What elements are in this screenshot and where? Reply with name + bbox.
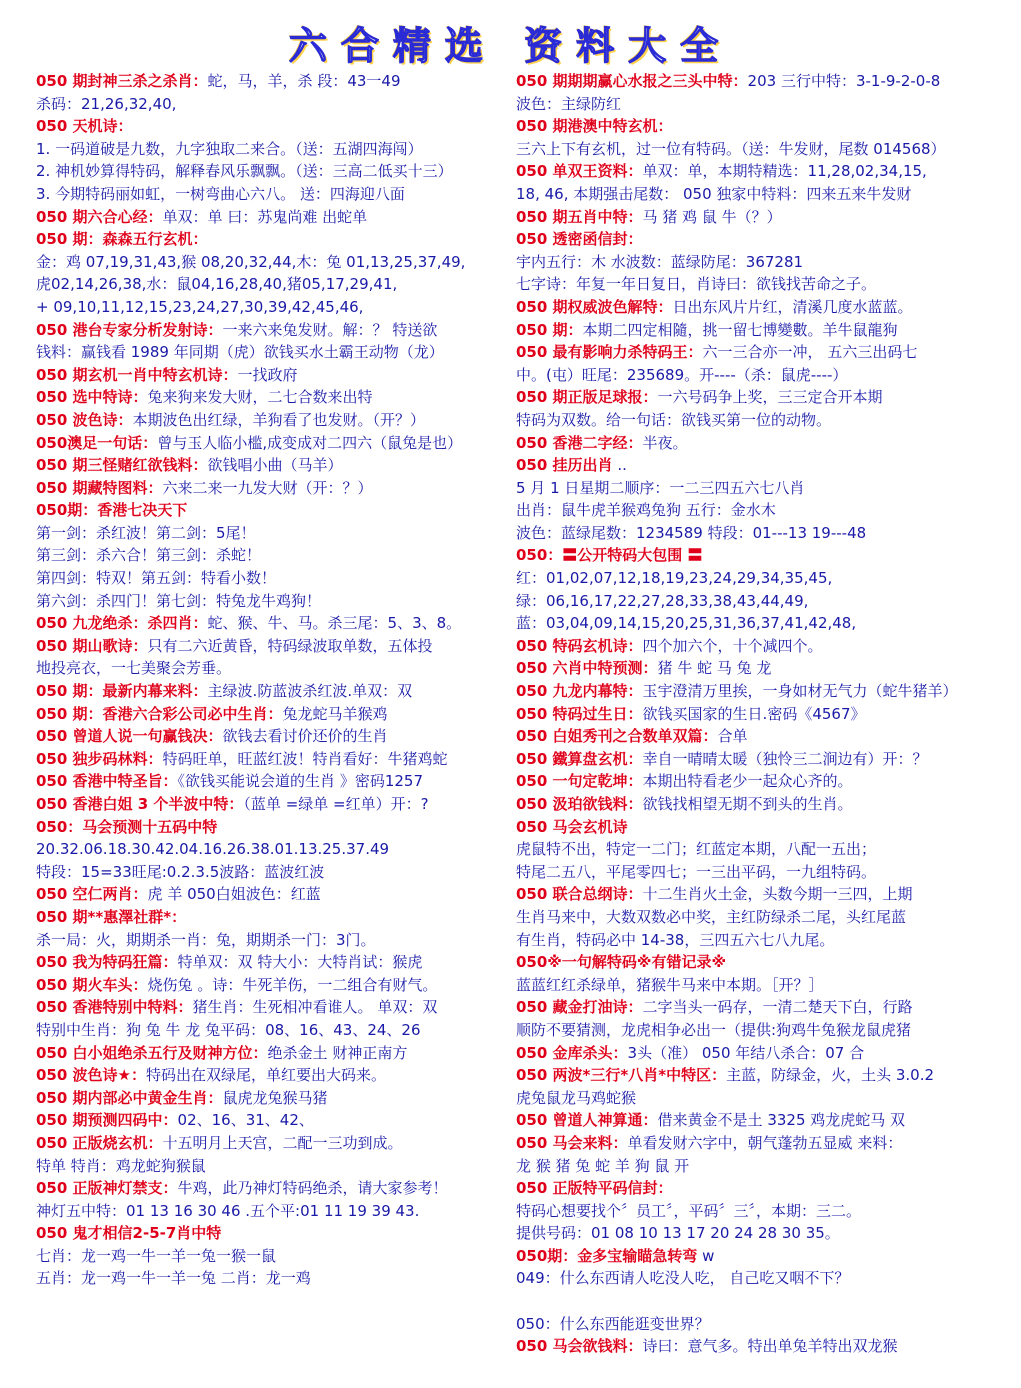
item-text: .. xyxy=(612,456,627,475)
item-text: 金：鸡 07,19,31,43,猴 08,20,32,44,木：兔 01,13,25,37,49, xyxy=(36,252,466,271)
left-line xyxy=(36,544,504,567)
right-line xyxy=(516,883,992,906)
item-heading: 050 白姐秀刊之合数单双篇： xyxy=(516,727,718,746)
left-line xyxy=(36,296,504,319)
item-text: 烧伤兔 。诗：牛死羊伤，一二组合有财气。 xyxy=(147,975,438,994)
right-line xyxy=(516,1064,992,1087)
item-text: 顺防不要猜测，龙虎相争必出一（提供:狗鸡牛兔猴龙鼠虎猪 xyxy=(516,1020,912,1039)
item-text: 波色：蓝绿尾数：1234589 特段：01---13 19---48 xyxy=(516,523,867,542)
left-line xyxy=(36,160,504,183)
right-line xyxy=(516,1267,992,1290)
item-text: 一找政府 xyxy=(237,365,298,384)
item-text: 单双：单 曰：苏鬼尚难 出蛇单 xyxy=(162,207,368,226)
item-text: 虎兔鼠龙马鸡蛇猴 xyxy=(516,1088,637,1107)
item-heading: 050 鬼才相信2-5-7肖中特 xyxy=(36,1224,222,1243)
item-text: 本期出特看老少一起众心齐的。 xyxy=(642,772,853,791)
right-line xyxy=(516,386,992,409)
item-text: 猪 牛 蛇 马 兔 龙 xyxy=(657,659,772,678)
item-heading: 050 期**惠澤社群*： xyxy=(36,907,187,926)
right-line xyxy=(516,974,992,997)
item-heading: 050 特码过生日： xyxy=(516,704,643,723)
item-heading: 050 马会来料： xyxy=(516,1133,628,1152)
item-text: 杀一局：火，期期杀一肖：兔，期期杀一门：3门。 xyxy=(36,930,376,949)
item-text: 02、16、31、42、 xyxy=(177,1111,314,1130)
item-heading: 050期：金多宝输瞄急转弯 xyxy=(516,1246,698,1265)
item-text: 第一剑：杀红波！第二剑：5尾！ xyxy=(36,523,256,542)
right-line xyxy=(516,567,992,590)
item-heading: 050 香港特别中特料： xyxy=(36,998,193,1017)
left-line xyxy=(36,273,504,296)
item-heading: 050 期： xyxy=(516,320,583,339)
right-line xyxy=(516,454,992,477)
item-text: 提供号码：01 08 10 13 17 20 24 28 30 35。 xyxy=(516,1224,840,1243)
item-heading: 050 九龙绝杀：杀四肖： xyxy=(36,614,208,633)
left-line xyxy=(36,996,504,1019)
item-text: 203 三行中特：3-1-9-2-0-8 xyxy=(747,72,941,90)
item-text: 牛鸡，此乃神灯特码绝杀，请大家参考！ xyxy=(177,1179,448,1198)
left-line xyxy=(36,251,504,274)
item-heading: 050 正版烧玄机： xyxy=(36,1133,163,1152)
right-line xyxy=(516,341,992,364)
right-line xyxy=(516,138,992,161)
right-line xyxy=(516,1087,992,1110)
left-line xyxy=(36,1245,504,1268)
item-text: 地投亮衣，一七美聚会芳垂。 xyxy=(36,659,232,678)
item-text: 单双：单，本期特精选：11,28,02,34,15, xyxy=(642,162,927,181)
right-line xyxy=(516,590,992,613)
right-line xyxy=(516,499,992,522)
item-heading: 050 港台专家分析发射诗： xyxy=(36,320,223,339)
item-heading: 050 最有影响力杀特码王： xyxy=(516,343,703,362)
right-line xyxy=(516,906,992,929)
item-text: （蓝单 =绿单 =红单）开：? xyxy=(243,795,429,813)
item-heading: 050 空仁两肖： xyxy=(36,885,148,904)
left-line xyxy=(36,906,504,929)
item-text: 本期二四定相隨，挑一留七博變數。羊牛鼠龍狗 xyxy=(582,320,898,339)
item-text: 主蓝，防绿金，火，土头 3.0.2 xyxy=(726,1066,935,1085)
left-line xyxy=(36,567,504,590)
item-heading: 050 期：香港六合彩公司必中生肖： xyxy=(36,704,283,723)
item-heading: 050澳足一句话： xyxy=(36,433,158,452)
right-line xyxy=(516,1042,992,1065)
item-text: 2. 神机妙算得特码，解释春风乐飘飘。（送：三高二低买十三） xyxy=(36,162,453,181)
left-line xyxy=(36,1177,504,1200)
item-text: 主绿波.防蓝波杀红波.单双：双 xyxy=(207,682,413,701)
left-line xyxy=(36,454,504,477)
right-line xyxy=(516,1177,992,1200)
right-line xyxy=(516,409,992,432)
item-text: 一来六来兔发财。解：？ 特送欲 xyxy=(222,320,438,339)
item-text: 特码出在双绿尾，单红要出大码来。 xyxy=(145,1066,386,1085)
right-line xyxy=(516,70,992,93)
item-heading: 050 波色诗： xyxy=(36,410,133,429)
item-heading: 050※一句解特码※有错记录※ xyxy=(516,953,727,972)
left-line xyxy=(36,1267,504,1290)
left-line xyxy=(36,1087,504,1110)
item-text: 1. 一码道破是九数，九字独取二来合。（送：五湖四海闯） xyxy=(36,139,423,158)
item-text: 欲钱去看讨价还价的生肖 xyxy=(222,727,388,746)
left-line xyxy=(36,1132,504,1155)
right-line xyxy=(516,1019,992,1042)
right-line xyxy=(516,1290,992,1313)
right-line xyxy=(516,522,992,545)
right-line xyxy=(516,477,992,500)
item-text: 半夜。 xyxy=(642,433,688,452)
item-heading: 050 香港中特圣旨： xyxy=(36,772,178,791)
item-text: 四个加六个，十个减四个。 xyxy=(642,636,823,655)
item-text: 特别中生肖：狗 兔 牛 龙 兔平码：08、16、43、24、26 xyxy=(36,1020,421,1039)
right-line xyxy=(516,838,992,861)
item-text: 绝杀金土 财神正南方 xyxy=(267,1043,408,1062)
item-heading: 050 期内部必中黄金生肖： xyxy=(36,1088,223,1107)
right-line xyxy=(516,273,992,296)
item-heading: 050 汲珀欲钱料： xyxy=(516,795,643,813)
right-column xyxy=(516,70,992,1358)
right-line xyxy=(516,1109,992,1132)
left-line xyxy=(36,590,504,613)
item-text: 蓝蓝红红杀绿单，猪猴牛马来中本期。［开？］ xyxy=(516,975,824,994)
right-line xyxy=(516,544,992,567)
left-line xyxy=(36,748,504,771)
left-line xyxy=(36,1155,504,1178)
item-text: 特单双：双 特大小：大特肖试：猴虎 xyxy=(177,953,423,972)
left-column xyxy=(36,70,504,1290)
item-text: 单看发财六字中，朝气蓬勃五显威 来料： xyxy=(627,1133,903,1152)
item-heading: 050 期五肖中特： xyxy=(516,207,643,226)
right-line xyxy=(516,319,992,342)
right-line xyxy=(516,861,992,884)
item-heading: 050期：香港七决天下 xyxy=(36,501,188,520)
item-heading: 050 期六合心经： xyxy=(36,207,163,226)
item-heading: 050 藏金打油诗： xyxy=(516,998,643,1017)
item-text: 绿：06,16,17,22,27,28,33,38,43,44,49, xyxy=(516,591,809,610)
item-heading: 050 特码玄机诗： xyxy=(516,636,643,655)
item-text: 宇内五行：木 水波数：蓝绿防尾：367281 xyxy=(516,252,804,271)
item-text: 玉宇澄清万里挨，一身如材无气力（蛇牛猪羊） xyxy=(642,682,958,701)
right-line xyxy=(516,228,992,251)
right-line xyxy=(516,612,992,635)
left-line xyxy=(36,770,504,793)
left-line xyxy=(36,138,504,161)
item-text: 3. 今期特码丽如虹，一树弯曲心六八。 送：四海迎八面 xyxy=(36,184,405,203)
right-line xyxy=(516,1132,992,1155)
right-line xyxy=(516,1335,992,1358)
right-line xyxy=(516,183,992,206)
item-text: 特单 特肖：鸡龙蛇狗猴鼠 xyxy=(36,1156,206,1175)
left-line xyxy=(36,951,504,974)
item-heading: 050 马会玄机诗 xyxy=(516,817,628,836)
item-text: 六一三合亦一冲， 五六三出码七 xyxy=(702,343,918,362)
item-text: 兔龙蛇马羊猴鸡 xyxy=(282,704,388,723)
item-heading: 050 九龙内幕特： xyxy=(516,682,643,701)
right-line xyxy=(516,635,992,658)
item-text: 特码为双数。给一句话：欲钱买第一位的动物。 xyxy=(516,410,832,429)
item-text: 钱料：赢钱看 1989 年同期（虎）欲钱买水土霸王动物（龙） xyxy=(36,343,444,362)
item-text: 出肖：鼠牛虎羊猴鸡兔狗 五行：金水木 xyxy=(516,501,776,520)
right-line xyxy=(516,1200,992,1223)
item-heading: 050 透密函信封： xyxy=(516,230,643,249)
item-text: 红：01,02,07,12,18,19,23,24,29,34,35,45, xyxy=(516,569,833,588)
right-line xyxy=(516,703,992,726)
item-heading: 050 期：最新内幕来料： xyxy=(36,682,208,701)
item-heading: 050 正版特平码信封： xyxy=(516,1179,673,1198)
left-line xyxy=(36,1200,504,1223)
left-line xyxy=(36,206,504,229)
right-line xyxy=(516,206,992,229)
item-heading: 050 期藏特图料： xyxy=(36,478,163,497)
item-heading: 050：〓公开特码大包围 〓 xyxy=(516,546,703,565)
left-line xyxy=(36,612,504,635)
item-text: 5 月 1 日星期二顺序：一二三四五六七八肖 xyxy=(516,478,805,497)
item-text: 日出东风片片红，清溪几度水蓝蓝。 xyxy=(672,297,913,316)
left-line xyxy=(36,477,504,500)
right-line xyxy=(516,364,992,387)
left-line xyxy=(36,115,504,138)
item-text: 第三剑：杀六合！第三剑：杀蛇！ xyxy=(36,546,262,565)
item-text: 生肖马来中，大数双数必中奖，主红防绿杀二尾，头红尾蓝 xyxy=(516,907,907,926)
item-text: 特码心想要找个〞员工〞，平码〞三〞，本期：三二。 xyxy=(516,1201,862,1220)
right-line xyxy=(516,160,992,183)
item-text: w xyxy=(697,1246,715,1265)
item-heading: 050 期火车头： xyxy=(36,975,148,994)
left-line xyxy=(36,364,504,387)
item-heading: 050 天机诗： xyxy=(36,117,133,136)
item-text: 050：什么东西能逛变世界？ xyxy=(516,1314,710,1333)
item-heading: 050 期：森森五行玄机： xyxy=(36,230,208,249)
item-heading: 050 正版神灯禁支： xyxy=(36,1179,178,1198)
left-line xyxy=(36,680,504,703)
left-line xyxy=(36,635,504,658)
item-text: 欲钱买国家的生日.密码《4567》 xyxy=(642,704,866,723)
left-line xyxy=(36,522,504,545)
right-line xyxy=(516,680,992,703)
item-heading: 050 期三怪赌红欲钱料： xyxy=(36,456,208,475)
right-line xyxy=(516,725,992,748)
left-line xyxy=(36,1222,504,1245)
item-heading: 050 期山歌诗： xyxy=(36,636,148,655)
left-line xyxy=(36,70,504,93)
item-text: 十五明月上天宫，二配一三功到成。 xyxy=(162,1133,403,1152)
item-text: 借来黄金不是土 3325 鸡龙虎蛇马 双 xyxy=(657,1111,906,1130)
right-line xyxy=(516,793,992,816)
item-heading: 050 一句定乾坤： xyxy=(516,772,643,791)
item-text: + 09,10,11,12,15,23,24,27,30,39,42,45,46, xyxy=(36,297,364,316)
item-heading: 050 期港澳中特玄机： xyxy=(516,117,673,136)
item-text: 有生肖，特码必中 14-38，三四五六七八九尾。 xyxy=(516,930,835,949)
right-line xyxy=(516,432,992,455)
item-text: 3头（准） 050 年结八杀合：07 合 xyxy=(627,1043,865,1062)
item-text: 特码旺单，旺蓝红波！特肖看好：牛猪鸡蛇 xyxy=(162,749,448,768)
item-text: 虎鼠特不出，特定一二门；红蓝定本期，八配一五出； xyxy=(516,840,877,859)
item-text: 049：什么东西请人吃没人吃， 自己吃又咽不下？ xyxy=(516,1269,850,1288)
left-line xyxy=(36,838,504,861)
item-text: 龙 猴 猪 兔 蛇 羊 狗 鼠 开 xyxy=(516,1156,690,1175)
left-line xyxy=(36,1064,504,1087)
left-line xyxy=(36,93,504,116)
right-line xyxy=(516,1222,992,1245)
left-line xyxy=(36,499,504,522)
item-text: 合单 xyxy=(717,727,748,746)
left-line xyxy=(36,409,504,432)
item-text: 一六号码争上奖，三三定合开本期 xyxy=(657,388,883,407)
item-text: 七字诗：年复一年日复日，肖诗曰：欲钱找苦命之子。 xyxy=(516,275,877,294)
left-line xyxy=(36,228,504,251)
item-text: 兔来狗来发大财，二七合数来出特 xyxy=(147,388,373,407)
item-heading: 050 六肖中特预测： xyxy=(516,659,658,678)
left-line xyxy=(36,183,504,206)
item-heading: 050 期预测四码中： xyxy=(36,1111,178,1130)
item-text: 特尾二五八，平尾零四七；一三出平码，一九组特码。 xyxy=(516,862,877,881)
item-text: 神灯五中特：01 13 16 30 46 .五个平:01 11 19 39 43. xyxy=(36,1201,420,1220)
item-text: 第四剑：特双！第五剑：特看小数！ xyxy=(36,569,277,588)
item-text: 诗曰：意气多。特出单兔羊特出双龙猴 xyxy=(642,1337,898,1356)
item-text: 蛇、猴、牛、马。杀三尾：5、3、8。 xyxy=(207,614,462,633)
page-title: 六合精选 资料大全 xyxy=(288,23,733,68)
item-heading: 050 曾道人神算通： xyxy=(516,1111,658,1130)
left-line xyxy=(36,861,504,884)
item-text: 五肖：龙一鸡一牛一羊一兔 二肖：龙一鸡 xyxy=(36,1269,311,1288)
item-text: 虎02,14,26,38,水：鼠04,16,28,40,猪05,17,29,41, xyxy=(36,275,398,294)
item-heading: 050 期封神三杀之杀肖： xyxy=(36,72,208,90)
right-line xyxy=(516,748,992,771)
item-heading: 050 期期期赢心水报之三头中特： xyxy=(516,72,748,90)
item-text: 蛇，马，羊，杀 段：43一49 xyxy=(207,72,401,90)
item-heading: 050 期正版足球报： xyxy=(516,388,658,407)
left-line xyxy=(36,1109,504,1132)
item-heading: 050 马会欲钱料： xyxy=(516,1337,643,1356)
item-text: 中。(屯）旺尾：235689。开----（杀：鼠虎----） xyxy=(516,365,848,384)
left-line xyxy=(36,1042,504,1065)
item-heading: 050 单双王资料： xyxy=(516,162,643,181)
item-heading: 050 波色诗★： xyxy=(36,1066,146,1085)
item-text: 《欲钱买能说会道的生肖 》密码1257 xyxy=(177,772,423,791)
item-heading: 050 期玄机一肖中特玄机诗： xyxy=(36,365,238,384)
item-heading: 050 金库杀头： xyxy=(516,1043,628,1062)
right-line xyxy=(516,996,992,1019)
item-heading: 050 香港二字经： xyxy=(516,433,643,452)
left-line xyxy=(36,341,504,364)
left-line xyxy=(36,974,504,997)
left-line xyxy=(36,816,504,839)
left-line xyxy=(36,929,504,952)
item-text: 波色：主绿防红 xyxy=(516,94,622,113)
left-line xyxy=(36,793,504,816)
item-heading: 050：马会预测十五码中特 xyxy=(36,817,218,836)
left-line xyxy=(36,883,504,906)
right-line xyxy=(516,816,992,839)
left-line xyxy=(36,432,504,455)
item-text: 本期波色出红绿，羊狗看了也发财。（开？） xyxy=(132,410,426,429)
right-line xyxy=(516,1313,992,1336)
item-heading: 050 期权威波色解特： xyxy=(516,297,673,316)
item-text: 七肖：龙一鸡一牛一羊一兔一猴一鼠 xyxy=(36,1246,277,1265)
item-text: 杀码：21,26,32,40, xyxy=(36,94,177,113)
right-line xyxy=(516,657,992,680)
item-heading: 050 香港白姐 3 个半波中特： xyxy=(36,795,244,813)
left-line xyxy=(36,657,504,680)
right-line xyxy=(516,1245,992,1268)
right-line xyxy=(516,951,992,974)
item-heading: 050 鐵算盘玄机： xyxy=(516,749,643,768)
left-line xyxy=(36,703,504,726)
left-line xyxy=(36,319,504,342)
item-heading: 050 独步码林料： xyxy=(36,749,163,768)
item-text: 六来二来一九发大财（开：？） xyxy=(162,478,373,497)
item-text: 欲钱唱小曲（马羊） xyxy=(207,456,343,475)
right-line xyxy=(516,929,992,952)
item-text: 十二生肖火土金，头数今期一三四，上期 xyxy=(642,885,913,904)
item-text: 特段：15=33旺尾:0.2.3.5波路：蓝波红波 xyxy=(36,862,325,881)
item-heading: 050 联合总纲诗： xyxy=(516,885,643,904)
right-line xyxy=(516,770,992,793)
left-line xyxy=(36,725,504,748)
right-line xyxy=(516,296,992,319)
item-text: 三六上下有玄机，过一位有特码。（送：牛发财，尾数 014568） xyxy=(516,139,946,158)
item-text: 20.32.06.18.30.42.04.16.26.38.01.13.25.37.49 xyxy=(36,840,390,859)
item-text: 欲钱找相望无期不到头的生肖。 xyxy=(642,795,853,813)
item-text: 18, 46, 本期强击尾数： 050 独家中特料：四来五来牛发财 xyxy=(516,184,912,203)
item-text: 幸自一晴晴太暖（独怜三二涧边有）开：？ xyxy=(642,749,928,768)
item-heading: 050 曾道人说一句赢钱决： xyxy=(36,727,223,746)
item-text: 二字当头一码存，一清二楚天下白，行路 xyxy=(642,998,913,1017)
item-text: 蓝：03,04,09,14,15,20,25,31,36,37,41,42,48, xyxy=(516,614,857,633)
item-text: 曾与玉人临小槛,成变成对二四六（鼠兔是也） xyxy=(157,433,463,452)
right-line xyxy=(516,1155,992,1178)
right-line xyxy=(516,251,992,274)
right-line xyxy=(516,93,992,116)
item-heading: 050 挂历出肖 xyxy=(516,456,613,475)
left-line xyxy=(36,1019,504,1042)
item-text: 只有二六近黄昏，特码绿波取单数，五体投 xyxy=(147,636,433,655)
item-text: 第六剑：杀四门！第七剑：特兔龙牛鸡狗！ xyxy=(36,591,322,610)
item-text: 猪生肖：生死相冲看谁人。 单双：双 xyxy=(192,998,438,1017)
right-line xyxy=(516,115,992,138)
item-text: 虎 羊 050白姐波色：红蓝 xyxy=(147,885,321,904)
item-heading: 050 白小姐绝杀五行及财神方位： xyxy=(36,1043,268,1062)
left-line xyxy=(36,386,504,409)
item-heading: 050 两波*三行*八肖*中特区： xyxy=(516,1066,727,1085)
item-heading: 050 我为特码狂篇： xyxy=(36,953,178,972)
item-text: 鼠虎龙兔猴马猪 xyxy=(222,1088,328,1107)
item-heading: 050 选中特诗： xyxy=(36,388,148,407)
item-text: 马 猪 鸡 鼠 牛（？） xyxy=(642,207,782,226)
